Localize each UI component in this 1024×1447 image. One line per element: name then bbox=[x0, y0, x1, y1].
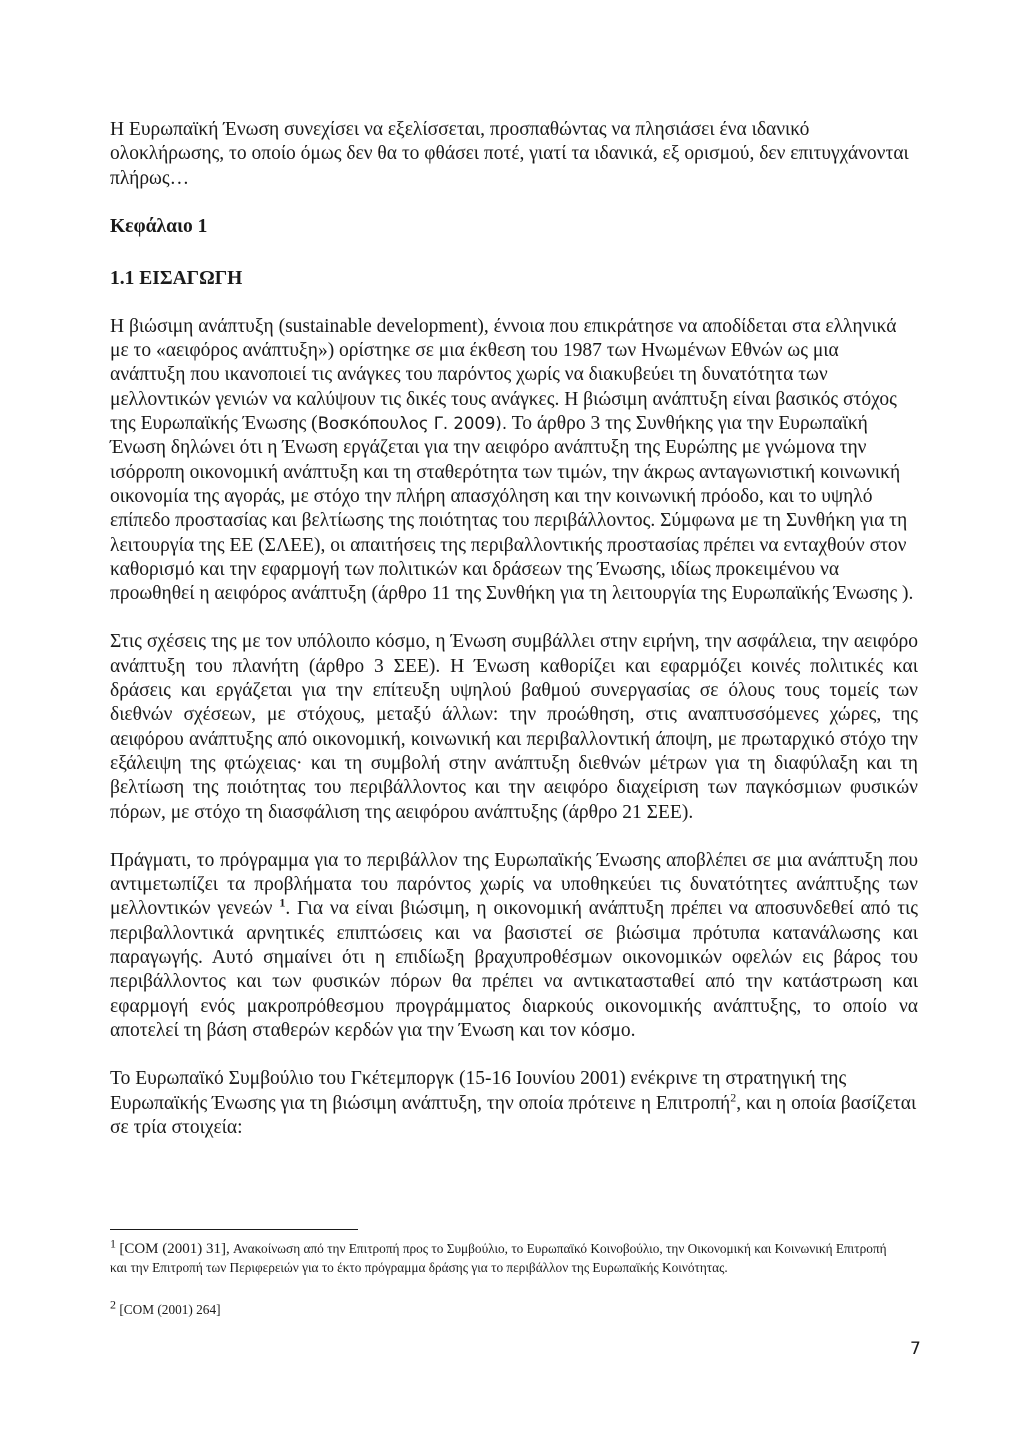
page-number: 7 bbox=[910, 1339, 921, 1359]
footnote-separator bbox=[110, 1229, 358, 1230]
footnote-ref-1[interactable]: 1 bbox=[279, 895, 286, 910]
footnotes bbox=[110, 1236, 900, 1320]
footnote-1-number: 1 bbox=[110, 1236, 116, 1251]
paragraph-external-relations: Στις σχέσεις της με τον υπόλοιπο κόσμο, η Ένωση συμβάλλει στην ειρήνη, την ασφάλεια, την αειφόρο ανάπτυξη του πλανήτη (άρθρο 3 ΣΕΕ). Η Ένωση καθορίζει και εφαρμόζει κοινές πολιτικές και δράσεις και εργάζεται για την επίτευξη υψηλού βαθμού συνεργασίας σε όλους τους τομείς των διεθνών σχέσεων, με στόχους, μεταξύ άλλων: την προώθηση, στις αναπτυσσόμενες χώρες, της αειφόρου ανάπτυξης από οικονομική, κοινωνική και περιβαλλοντική άποψη, με πρωταρχικό στόχο την εξάλειψη της φτώχειας· και τη συμβολή στην ανάπτυξη διεθνών μέτρων για τη διαφύλαξη και τη βελτίωση της ποιότητας του περιβάλλοντος και την αειφόρο διαχείριση των παγκόσμιων φυσικών πόρων, με στόχο τη διασφάλιση της αειφόρου ανάπτυξης (άρθρο 21 ΣΕΕ). bbox=[110, 631, 918, 823]
section-title: 1.1 ΕΙΣΑΓΩΓΗ bbox=[110, 267, 243, 289]
footnote-2-number: 2 bbox=[110, 1297, 116, 1312]
paragraph-3-text-b: . Για να είναι βιώσιμη, η οικονομική ανάπτυξη πρέπει να αποσυνδεθεί από τις περιβαλλοντικά αρνητικές επιπτώσεις και να βασιστεί σε βιώσιμα πρότυπα κατανάλωσης και παραγωγής. Αυτό σημαίνει ότι η επιδίωξη βραχυπροθέσμων οικονομικών οφελών εις βάρος του περιβάλλοντος και των φυσικών πόρων θα πρέπει να αντικατασταθεί από την κατάστρωση και εφαρμογή ενός μακροπρόθεσμου προγράμματος διαρκούς οικονομικής ανάπτυξης, το οποίο να αποτελεί τη βάση σταθερών κερδών για την Ένωση και τον κόσμο. bbox=[110, 898, 919, 1041]
paragraph-1-text-b: Το άρθρο 3 της Συνθήκης για την Ευρωπαϊκή Ένωση δηλώνει ότι η Ένωση εργάζεται για την αειφόρο ανάπτυξη της Ευρώπης με γνώμονα την ισόρροπη οικονομική ανάπτυξη και τη σταθερότητα των τιμών, την άκρως ανταγωνιστική κοινωνική οικονομία της αγοράς, με στόχο την πλήρη απασχόληση και την κοινωνική πρόοδο, και το υψηλό επίπεδο προστασίας και βελτίωσης της ποιότητας του περιβάλλοντος. Σύμφωνα με τη Συνθήκη για τη λειτουργία της ΕΕ (ΣΛΕΕ), οι απαιτήσεις της περιβαλλοντικής προστασίας πρέπει να ενταχθούν στον καθορισμό και την εφαρμογή των πολιτικών και δράσεων της Ένωσης, ιδίως προκειμένου να προωθηθεί η αειφόρος ανάπτυξη (άρθρο 11 της Συνθήκη για τη λειτουργία της Ευρωπαϊκής Ένωσης ). bbox=[110, 413, 914, 605]
paragraph-environment-programme bbox=[110, 849, 918, 1043]
footnote-1 bbox=[110, 1236, 900, 1277]
footnote-2-ref: [COM (2001) 264] bbox=[119, 1302, 221, 1317]
paragraph-1-text-a: Η βιώσιμη ανάπτυξη (sustainable development), έννοια που επικράτησε να αποδίδεται στα ελληνικά με το «αειφόρος ανάπτυξη») ορίστηκε σε μια έκθεση του 1987 των Ηνωμένων Εθνών ως μια ανάπτυξη που ικανοποιεί τις ανάγκες του παρόντος χωρίς να διακυβεύει τη δυνατότητα των μελλοντικών γενιών να καλύψουν τις δικές τους ανάγκες. Η βιώσιμη ανάπτυξη είναι βασικός στόχος της Ευρωπαϊκής Ένωσης ( bbox=[110, 315, 897, 435]
paragraph-3-text-a: Πράγματι, το πρόγραμμα για το περιβάλλον της Ευρωπαϊκής Ένωσης αποβλέπει σε μια ανάπτυξη που αντιμετωπίζει τα προβλήματα του παρόντος χωρίς να υποθηκεύει τις δυνατότητες ανάπτυξης των μελλοντικών γενεών bbox=[110, 849, 918, 920]
footnote-ref-2[interactable]: 2 bbox=[730, 1090, 737, 1104]
footnote-1-ref: [COM (2001) 31], bbox=[119, 1241, 230, 1257]
chapter-title: Κεφάλαιο 1 bbox=[110, 215, 208, 237]
paragraph-4-text-b: , και η οποία βασίζεται σε τρία στοιχεία: bbox=[110, 1092, 917, 1138]
paragraph-sustainable-development bbox=[110, 315, 918, 607]
footnote-2 bbox=[110, 1297, 900, 1320]
paragraph-4-text-a: Το Ευρωπαϊκό Συμβούλιο του Γκέτεμποργκ (15-16 Ιουνίου 2001) ενέκρινε τη στρατηγική της Ευρωπαϊκής Ένωσης για τη βιώσιμη ανάπτυξη, την οποία πρότεινε η Επιτροπή bbox=[110, 1068, 847, 1114]
citation-voskopoulos: Βοσκόπουλος Γ. 2009). bbox=[317, 414, 508, 434]
page-body bbox=[110, 118, 918, 1140]
paragraph-gothenburg bbox=[110, 1067, 918, 1140]
footnote-1-text: Ανακοίνωση από την Επιτροπή προς το Συμβούλιο, το Ευρωπαϊκό Κοινοβούλιο, την Οικονομική και Κοινωνική Επιτροπή και την Επιτροπή των Περιφερειών για το έκτο πρόγραμμα δράσης για το περιβάλλον της Ευρωπαϊκής Κοινότητας. bbox=[110, 1241, 887, 1275]
intro-paragraph: Η Ευρωπαϊκή Ένωση συνεχίσει να εξελίσσεται, προσπαθώντας να πλησιάσει ένα ιδανικό ολοκλήρωσης, το οποίο όμως δεν θα το φθάσει ποτέ, γιατί τα ιδανικά, εξ ορισμού, δεν επιτυγχάνονται πλήρως… bbox=[110, 119, 909, 189]
